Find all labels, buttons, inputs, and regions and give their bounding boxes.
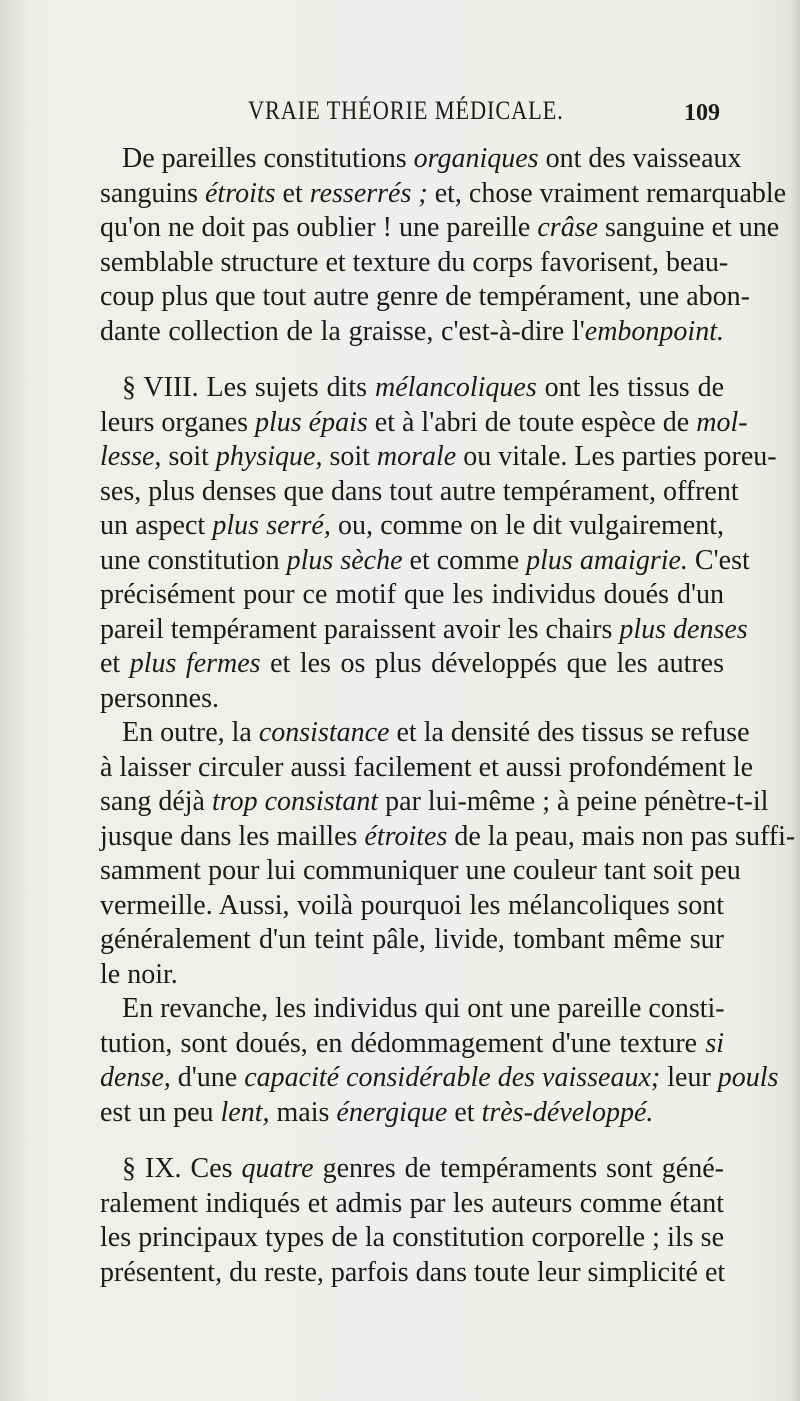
text-line: présentent, du reste, parfois dans toute leur simplicité et bbox=[100, 1256, 726, 1288]
text-line: leurs organes plus épais et à l'abri de toute espèce de mol- bbox=[100, 406, 748, 438]
text-line: personnes. bbox=[100, 682, 219, 714]
text-line: sang déjà trop consistant par lui-même ; à peine pénètre-t-il bbox=[100, 786, 769, 817]
text-line: les principaux types de la constitution corporelle ; ils se bbox=[100, 1222, 724, 1253]
text-line: à laisser circuler aussi facilement et aussi profondément le bbox=[100, 751, 754, 783]
text-line: qu'on ne doit pas oublier ! une pareille crâse sanguine et une bbox=[100, 212, 780, 243]
text-line: En outre, la consistance et la densité des tissus se refuse bbox=[122, 717, 750, 748]
text-line: pareil tempérament paraissent avoir les chairs plus denses bbox=[100, 613, 748, 645]
page-number: 109 bbox=[684, 100, 720, 126]
text-line: vermeille. Aussi, voilà pourquoi les mélancoliques sont bbox=[100, 889, 724, 921]
page-header bbox=[100, 96, 720, 136]
text-line: § VIII. Les sujets dits mélancoliques ont les tissus de bbox=[122, 372, 724, 403]
paragraph-section-ix bbox=[100, 1152, 724, 1290]
text-line: sanguins étroits et resserrés ; et, chose vraiment remarquable bbox=[100, 177, 787, 209]
text-line: En revanche, les individus qui ont une pareille consti- bbox=[122, 993, 725, 1024]
text-line: est un peu lent, mais énergique et très-développé. bbox=[100, 1096, 654, 1128]
text-line: généralement d'un teint pâle, livide, tombant même sur bbox=[100, 924, 724, 955]
text-line: un aspect plus serré, ou, comme on le dit vulgairement, bbox=[100, 510, 724, 541]
text-line: dante collection de la graisse, c'est-à-dire l'embonpoint. bbox=[100, 315, 724, 347]
running-title: VRAIE THÉORIE MÉDICALE. bbox=[248, 96, 564, 125]
paragraph-1 bbox=[100, 142, 787, 349]
text-line: dense, d'une capacité considérable des vaisseaux; leur pouls bbox=[100, 1062, 779, 1093]
text-line: ses, plus denses que dans tout autre tempérament, offrent bbox=[100, 475, 739, 507]
paragraph-3 bbox=[100, 716, 796, 992]
text-line: jusque dans les mailles étroites de la peau, mais non pas suffi- bbox=[100, 820, 796, 852]
text-line: ralement indiqués et admis par les auteurs comme étant bbox=[100, 1187, 724, 1219]
text-line: § IX. Ces quatre genres de tempéraments sont géné- bbox=[122, 1153, 724, 1184]
page-body bbox=[100, 142, 796, 1290]
text-line: De pareilles constitutions organiques ont des vaisseaux bbox=[122, 143, 742, 174]
text-line: samment pour lui communiquer une couleur tant soit peu bbox=[100, 855, 741, 886]
text-line: le noir. bbox=[100, 958, 178, 990]
text-line: et plus fermes et les os plus développés que les autres bbox=[100, 648, 724, 679]
paragraph-4 bbox=[100, 992, 779, 1130]
text-line: précisément pour ce motif que les individus doués d'un bbox=[100, 579, 724, 610]
text-line: une constitution plus sèche et comme plus amaigrie. C'est bbox=[100, 544, 750, 576]
text-line: semblable structure et texture du corps favorisent, beau- bbox=[100, 246, 729, 278]
paragraph-section-viii bbox=[100, 371, 777, 716]
text-line: coup plus que tout autre genre de tempérament, une abon- bbox=[100, 281, 750, 312]
text-line: tution, sont doués, en dédommagement d'une texture si bbox=[100, 1027, 724, 1059]
text-line: lesse, soit physique, soit morale ou vitale. Les parties poreu- bbox=[100, 441, 777, 472]
